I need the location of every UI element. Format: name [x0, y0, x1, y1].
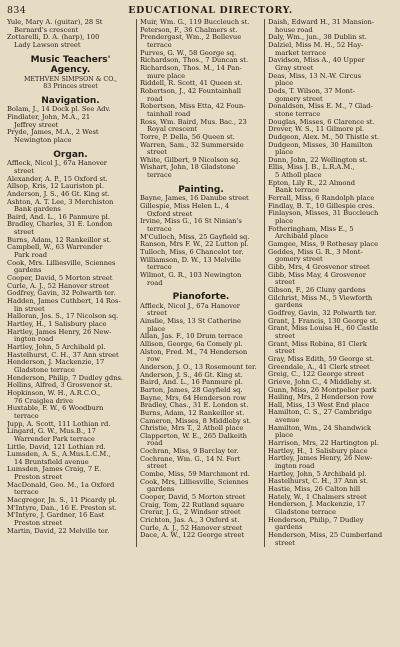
entry-continuation: Jeffrey street — [14, 121, 59, 129]
entry-continuation: street — [275, 348, 295, 356]
column-left — [7, 19, 136, 547]
directory-entry: M'Intyre, J. Gardner, 16 East — [7, 512, 105, 520]
entry-continuation: place — [275, 80, 294, 88]
entry-continuation: Gladstone terrace — [14, 366, 76, 374]
entry-continuation: gardens — [275, 302, 303, 310]
directory-entry: Combe, Miss, 59 Marchmont rd. — [140, 471, 250, 479]
entry-continuation: tainhall road — [147, 110, 191, 118]
directory-entry: Robertson, J., 42 Fountainhall — [140, 87, 241, 95]
entry-continuation: street — [147, 149, 167, 157]
section-subheading: 83 Princes street — [43, 83, 98, 91]
directory-entry: Gibb, Mrs, 4 Grosvenor street — [268, 264, 370, 271]
entry-continuation: street — [147, 463, 167, 471]
entry-continuation: lin street — [14, 305, 45, 313]
directory-entry: Crichton, Jas. A., 3 Oxford st. — [140, 517, 240, 525]
entry-continuation: market terrace — [275, 49, 327, 57]
column-right — [265, 19, 393, 547]
directory-entry: Hastelhurst, C. H., 37 Ann street — [7, 351, 119, 359]
directory-entry: Gunn, Miss, 26 Montpelier park — [268, 386, 377, 394]
directory-entry: Harrison, Mrs, 22 Hartington pl. — [268, 440, 379, 448]
directory-entry: Grant, Miss Louisa H., 60 Castle — [268, 325, 379, 333]
directory-entry: Williamson, D. W., 13 Melville — [140, 256, 241, 264]
entry-continuation: house road — [275, 26, 313, 34]
entry-continuation: road — [147, 440, 163, 448]
directory-entry: Geddes, Miss G. R., 3 Mont- — [268, 248, 363, 256]
directory-entry: Affleck, Nicol J., 67a Hanover — [140, 302, 240, 310]
directory-entry: Henderson, Philip, 7 Dudley gdns. — [7, 374, 124, 382]
entry-continuation: 14 Bruntsfield avenue — [14, 458, 89, 466]
entry-continuation: terrace — [14, 412, 39, 420]
directory-entry: Wishart, John, 18 Gladstone — [140, 164, 236, 172]
directory-entry: Riddell, R. Scott, 41 Queen st. — [140, 80, 243, 88]
section-subheading: METHVEN SIMPSON & CO., — [23, 75, 118, 83]
directory-entry: Gray, Miss Edith, 59 George st. — [268, 355, 374, 363]
directory-entry: Cook, Mrs. Lilliesville, Sciennes — [7, 259, 116, 267]
directory-entry: Anderson, J. S., 46 Gt. King st. — [140, 371, 243, 379]
directory-entry: Dudgeon, Misses, 30 Hamilton — [268, 141, 373, 149]
entry-continuation: Warrender Park terrace — [14, 435, 95, 443]
running-title: EDUCATIONAL DIRECTORY. — [128, 5, 293, 16]
directory-entry: Allison, George, 6a Comely pl. — [140, 340, 243, 348]
directory-entry: Richardson, Thos., 7 Duncan st. — [140, 57, 249, 65]
entry-continuation: gardens — [147, 486, 175, 494]
directory-entry: Bayne, Mrs, 64 Henderson row — [140, 394, 246, 402]
directory-entry: Findlater, John, M.A., 21 — [7, 114, 91, 122]
page-number: 834 — [7, 5, 27, 16]
directory-entry: Bradley, Charles, 31 E. London — [7, 221, 113, 229]
directory-entry: Pryde, James, M.A., 2 West — [7, 129, 99, 137]
entry-continuation: place — [275, 149, 294, 157]
directory-entry: Godfrey, Gavin, 32 Polwarth ter. — [7, 290, 116, 298]
entry-continuation: terrace — [147, 41, 172, 49]
directory-entry: Greig, C., 122 George street — [268, 371, 365, 379]
entry-continuation: mure place — [147, 72, 186, 80]
section-heading: Navigation. — [41, 95, 100, 106]
directory-entry: Lumsden, A. S., A.Mus.L.C.M., — [7, 451, 111, 459]
section-heading: Music Teachers' — [30, 54, 111, 65]
directory-entry: Cochrane, Wm. G., 14 N. Fort — [140, 455, 241, 463]
entry-continuation: Gray street — [275, 64, 314, 72]
directory-entry: MacDonald, Geo. M., 1a Oxford — [7, 481, 115, 489]
entry-continuation: gomery street — [275, 256, 323, 264]
directory-entry: Muir, Wm. G., 119 Buccleuch st. — [140, 19, 250, 26]
section-heading: Organ. — [53, 149, 88, 160]
directory-entry: Baird, And. L., 16 Panmure pl. — [140, 379, 243, 387]
directory-entry: Purves, G. W., 58 George sq. — [140, 49, 237, 57]
directory-entry: Martin, David, 22 Melville ter. — [7, 527, 110, 535]
directory-entry: Bayne, James, 16 Danube street — [140, 195, 249, 203]
directory-entry: Lingard, G. W., Mus.B., 17 — [7, 428, 96, 436]
directory-entry: Hall, Miss, 13 West End place — [268, 401, 370, 409]
directory-entry: Henderson, J. Mackenzie, 17 — [7, 359, 105, 367]
entry-continuation: road — [147, 279, 163, 287]
entry-continuation: Park road — [14, 252, 48, 260]
directory-entry: Dudgeon, Alex. M., 50 Thistle st. — [268, 133, 380, 141]
directory-entry: Fotheringham, Miss E., 5 — [268, 225, 354, 233]
directory-entry: Deas, Miss, 13 N.-W. Circus — [268, 72, 362, 80]
entry-continuation: Preston street — [14, 520, 63, 528]
directory-entry: Christie, Mrs T., 2 Atholl place — [140, 425, 244, 433]
entry-continuation: Royal crescent — [147, 126, 198, 134]
directory-entry: Campbell, W., 63 Warrender — [7, 244, 103, 252]
directory-entry: Hartley, H., 1 Salisbury place — [7, 321, 107, 328]
column-middle — [136, 19, 265, 547]
directory-entry: Henderson, J. Mackenzie, 17 — [268, 501, 366, 509]
entry-continuation: street — [275, 279, 295, 287]
directory-entry: Grant, J. Francis, 130 George st. — [268, 317, 378, 325]
directory-entry: Crerar, J. G., 2 Windsor street — [140, 509, 241, 517]
directory-entry: Wilmot, G. R., 103 Newington — [140, 271, 242, 279]
page-header — [7, 5, 395, 18]
section-heading: Painting. — [178, 184, 224, 195]
entry-continuation: avenue — [275, 417, 300, 425]
directory-entry: Gibson, F., 26 Cluny gardens — [268, 286, 366, 294]
directory-entry: White, Gilbert, 9 Nicolson sq. — [140, 156, 241, 164]
directory-entry: Grant, Miss Robina, 81 Clerk — [268, 340, 367, 348]
directory-entry: Ellis, Miss J. B., L.R.A.M., — [268, 164, 355, 172]
entry-continuation: Preston street — [14, 474, 63, 482]
entry-continuation: terrace — [147, 172, 172, 180]
directory-entry: Curle, A. J., 52 Hanover street — [7, 282, 110, 290]
directory-entry: Hailing, Mrs, 2 Henderson row — [268, 394, 374, 402]
directory-entry: Ferrall, Miss, 6 Randolph place — [268, 195, 375, 203]
columns — [7, 19, 395, 547]
entry-continuation: Newington place — [14, 137, 72, 145]
directory-entry: Allan, Jas. F., 10 Drum terrace — [140, 333, 243, 341]
directory-entry: Cooper, David, 5 Morton street — [7, 275, 113, 283]
directory-entry: Prendergast, Wm., 2 Bellevue — [140, 34, 242, 42]
directory-entry: Gibb, Miss May, 4 Grosvenor — [268, 271, 366, 279]
directory-entry: Drover, W. S., 11 Gilmore pl. — [268, 126, 365, 134]
section-heading: Pianoforte. — [172, 292, 230, 303]
entry-continuation: 76 Craiglea drive — [14, 397, 73, 405]
directory-entry: Cameron, Misses, 8 Middleby st. — [140, 417, 252, 425]
directory-entry: Anderson, J. S., 46 Gt. King st. — [7, 190, 110, 198]
directory-entry: Ainslie, Miss, 13 St Catherine — [140, 317, 241, 325]
entry-continuation: street — [14, 167, 34, 175]
directory-entry: Dunn, John, 22 Wellington st. — [268, 156, 368, 164]
directory-entry: Gamgee, Miss, 9 Rothesay place — [268, 241, 379, 249]
entry-continuation: gardens — [14, 267, 42, 275]
directory-entry: Hartley, H., 1 Salisbury place — [268, 447, 368, 455]
directory-entry: Craig, Tom, 22 Rutland square — [140, 501, 245, 509]
directory-entry: Peterson, F., 36 Chalmers st. — [140, 26, 238, 34]
directory-entry: Clapperton, W. E., 265 Dalkeith — [140, 432, 247, 440]
directory-entry: Hamilton, C. S., 27 Cambridge — [268, 409, 372, 417]
directory-entry: Bradley, Chas., 31 E. London st. — [140, 402, 249, 410]
directory-entry: Hately, W., 1 Chalmers street — [268, 493, 367, 501]
entry-continuation: Bank terrace — [275, 187, 320, 195]
directory-entry: Grieve, John C., 4 Middleby st. — [268, 378, 372, 386]
entry-continuation: place — [147, 325, 166, 333]
directory-entry: Lumsden, James Craig, 7 E. — [7, 466, 102, 474]
entry-continuation: Lady Lawson street — [14, 41, 81, 49]
directory-entry: Douglas, Misses, 6 Clarence st. — [268, 118, 375, 126]
entry-continuation: Oxford street — [147, 210, 193, 218]
directory-entry: Alexander, A. P., 15 Oxford st. — [7, 175, 108, 183]
directory-entry: Burns, Adam, 12 Rankeillor st. — [7, 236, 112, 244]
directory-entry: Hopkinson, W. H., A.R.C.O., — [7, 389, 101, 397]
directory-entry: Hamilton, Wm., 24 Shandwick — [268, 424, 372, 432]
directory-entry: Cooper, David, 5 Morton street — [140, 494, 246, 502]
directory-entry: Bolam, J., 14 Dock pl. See Adv. — [7, 106, 111, 114]
directory-entry: Ashton, A. T. Lee, 3 Merchiston — [7, 198, 114, 206]
entry-continuation: Bernard's crescent — [14, 26, 79, 34]
directory-entry: Halloran, Jos. S., 17 Nicolson sq. — [7, 313, 119, 321]
directory-entry: Dalziel, Miss M. H., 52 Hay- — [268, 41, 364, 49]
directory-entry: Gillespie, Miss Helen L., 4 — [140, 202, 230, 210]
directory-entry: Allsop, Kris, 12 Lauriston pl. — [7, 183, 104, 191]
directory-entry: Godfrey, Gavin, 32 Polwarth ter. — [268, 309, 377, 317]
directory-entry: Alston, Fred. M., 74 Henderson — [140, 348, 248, 356]
directory-entry: Robertson, Miss Etta, 42 Foun- — [140, 103, 246, 111]
directory-entry: Tulloch, Miss, 6 Chancelot ter. — [140, 248, 244, 256]
entry-continuation: stone terrace — [275, 110, 321, 118]
entry-continuation: ington road — [14, 336, 54, 344]
directory-entry: Finlayson, Misses, 31 Buccleuch — [268, 210, 379, 218]
entry-continuation: place — [275, 218, 294, 226]
entry-continuation: terrace — [14, 489, 39, 497]
entry-continuation: gomery street — [275, 95, 323, 103]
directory-entry: Daish, Edward H., 31 Mansion- — [268, 19, 375, 26]
directory-entry: Daly, Wm., jun., 38 Dublin st. — [268, 34, 367, 42]
directory-entry: Hartley, John, 5 Archibald pl. — [268, 470, 367, 478]
directory-entry: Little, David, 121 Lothian rd. — [7, 443, 106, 451]
entry-continuation: gardens — [275, 524, 303, 532]
directory-entry: Affleck, Nicol J., 67a Hanover — [7, 160, 107, 168]
directory-entry: Curle, A. J., 52 Hanover street — [140, 524, 243, 532]
directory-entry: Henderson, Philip, 7 Dudley — [268, 516, 364, 524]
directory-entry: Cook, Mrs, Lilliesville, Sciennes — [140, 478, 249, 486]
entry-continuation: terrace — [147, 264, 172, 272]
entry-continuation: row — [147, 356, 160, 364]
directory-entry: Ranson, Mrs F. W., 22 Lutton pl. — [140, 241, 249, 249]
directory-entry: Hastie, Miss, 26 Calton hill — [268, 486, 361, 494]
directory-entry: Ross, Wm. Baird, Mus. Bac., 23 — [140, 118, 247, 126]
directory-entry: M'Culloch, Miss, 25 Gayfield sq. — [140, 233, 250, 241]
directory-entry: Davidson, Miss A., 40 Upper — [268, 57, 365, 65]
directory-entry: Jupp, A. Scott, 111 Lothian rd. — [7, 420, 111, 428]
directory-entry: Anderson, J. O., 13 Rosemount ter. — [140, 363, 257, 371]
section-heading: Agency. — [50, 65, 91, 76]
directory-entry: Henderson, Miss, 25 Cumberland — [268, 531, 383, 539]
directory-entry: Huxtable, F. W., 6 Woodburn — [7, 405, 104, 413]
entry-continuation: Gladstone terrace — [275, 509, 337, 516]
entry-continuation: ington road — [275, 463, 315, 471]
entry-continuation: road — [147, 95, 163, 103]
entry-continuation: street — [147, 310, 167, 318]
entry-continuation: place — [275, 432, 294, 440]
directory-entry: Hartley, James Henry, 26 New- — [7, 328, 112, 336]
directory-entry: Barton, James, 28 Gayfield sq. — [140, 386, 243, 394]
entry-continuation: street — [14, 229, 34, 237]
directory-entry: Cochran, Miss, 9 Barclay ter. — [140, 448, 239, 456]
directory-entry: Baird, And. L., 16 Panmure pl. — [7, 213, 110, 221]
directory-entry: Warren, Sam., 32 Summerside — [140, 141, 244, 149]
directory-entry: Macgregor, Jn. S., 11 Picardy pl. — [7, 497, 117, 505]
directory-entry: Epton, Lily R., 22 Almond — [268, 179, 356, 187]
directory-entry: Burns, Adam, 12 Rankeillor st. — [140, 409, 245, 417]
directory-entry: Donaldson, Miss E. M., 7 Glad- — [268, 103, 373, 111]
directory-entry: Dods, T. Wilson, 37 Mont- — [268, 87, 355, 95]
directory-entry: Yule, Mary A. (guitar), 28 St — [7, 19, 103, 26]
directory-entry: Gilchrist, Miss M., 5 Viewforth — [268, 294, 373, 302]
directory-entry: Torre, P. Della, 56 Queen st. — [140, 133, 235, 141]
directory-entry: Greendale, A., 41 Clerk street — [268, 363, 370, 371]
directory-entry: Zottarelli, D. A. (harp), 100 — [7, 34, 100, 42]
directory-entry: Hollins, Alfred, 3 Grosvenor st. — [7, 382, 113, 390]
entry-continuation: Bank gardens — [14, 206, 61, 214]
entry-continuation: street — [275, 332, 295, 340]
entry-continuation: terrace — [147, 225, 172, 233]
directory-entry: Hartley, James Henry, 26 New- — [268, 455, 373, 463]
entry-continuation: 5 Atholl place — [275, 172, 322, 180]
directory-entry: Irvine, Miss G., 16 St Ninian's — [140, 218, 242, 226]
directory-entry: Findlay, B. T., 10 Gillespie cres. — [268, 202, 375, 210]
directory-entry: M'Intyre, Dan., 16 E. Preston st. — [7, 504, 117, 512]
directory-entry: Richardson, Thos. M., 14 Pan- — [140, 64, 242, 72]
directory-entry: Dace, A. W., 122 George street — [140, 532, 245, 540]
directory-entry: Hastelhurst, C. H., 37 Ann st. — [268, 478, 369, 486]
entry-continuation: street — [275, 539, 295, 547]
entry-continuation: Archibald place — [275, 233, 329, 241]
directory-entry: Hartley, John, 5 Archibald pl. — [7, 343, 106, 351]
directory-entry: Hadden, James Cuthbert, 14 Ros- — [7, 298, 121, 306]
